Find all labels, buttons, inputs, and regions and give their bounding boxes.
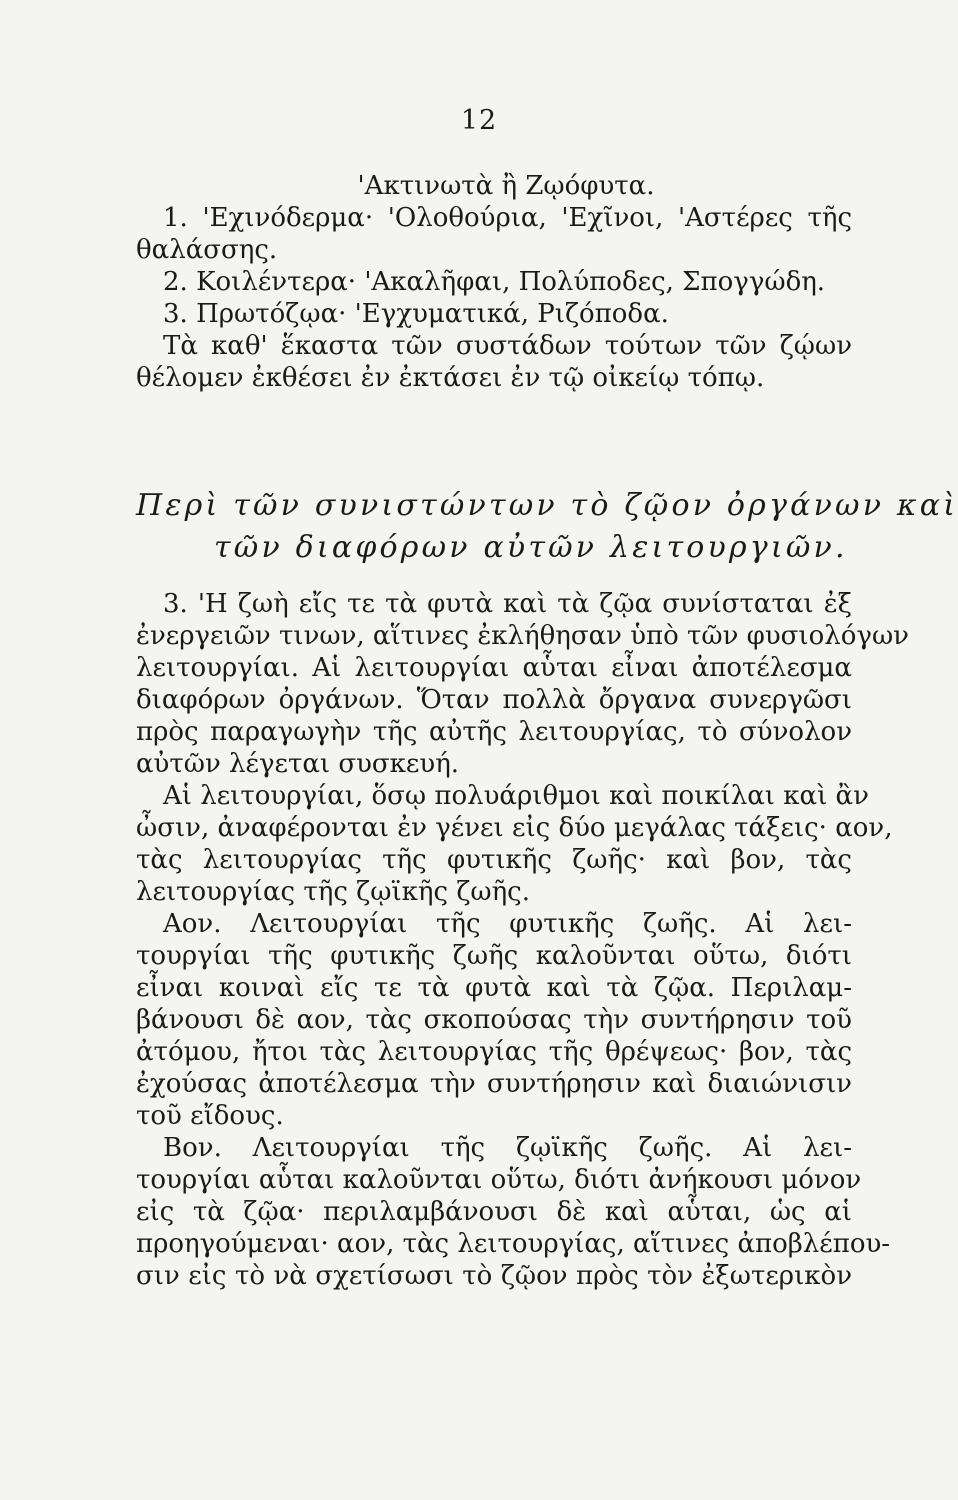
text-line: βάνουσι δὲ αον, τὰς σκοπούσας τὴν συντήρησιν τοῦ (136, 1005, 852, 1035)
text-line: τουργίαι τῆς φυτικῆς ζωῆς καλοῦνται οὕτω, διότι (136, 941, 852, 971)
text-line: διαφόρων ὀργάνων. Ὅταν πολλὰ ὄργανα συνεργῶσι (136, 685, 852, 715)
list-item-2: 2. Κοιλέντερα· 'Ακαλῆφαι, Πολύποδες, Σπογγώδη. (163, 267, 826, 297)
text-line: αὐτῶν λέγεται συσκευή. (136, 749, 460, 779)
section-classification (136, 170, 852, 394)
section-heading-line-1: Περὶ τῶν συνιστώντων τὸ ζῷον ὀργάνων καὶ (136, 488, 958, 523)
text-line: ἀτόμου, ἤτοι τὰς λειτουργίας τῆς θρέψεως· βον, τὰς (136, 1037, 852, 1067)
text-line: ὦσιν, ἀναφέρονται ἐν γένει εἰς δύο μεγάλας τάξεις· αον, (136, 813, 893, 843)
text-line: θέλομεν ἐκθέσει ἐν ἐκτάσει ἐν τῷ οἰκείῳ τόπῳ. (136, 363, 765, 393)
text-line: Αἱ λειτουργίαι, ὅσῳ πολυάριθμοι καὶ ποικίλαι καὶ ἂν (163, 781, 869, 811)
text-line: τοῦ εἴδους. (136, 1101, 284, 1131)
section-heading-line-2: τῶν διαφόρων αὐτῶν λειτουργιῶν. (214, 530, 848, 565)
text-line: προηγούμεναι· αον, τὰς λειτουργίας, αἵτινες ἀποβλέπου- (136, 1229, 891, 1259)
text-line: λειτουργίαι. Αἱ λειτουργίαι αὗται εἶναι ἀποτέλεσμα (136, 653, 852, 683)
text-line: ἐχούσας ἀποτέλεσμα τὴν συντήρησιν καὶ διαιώνισιν (136, 1069, 852, 1099)
text-line: σιν εἰς τὸ νὰ σχετίσωσι τὸ ζῷον πρὸς τὸν ἐξωτερικὸν (136, 1261, 852, 1291)
text-line: τὰς λειτουργίας τῆς φυτικῆς ζωῆς· καὶ βον, τὰς (136, 845, 852, 875)
page-number: 12 (460, 105, 498, 136)
text-line: τουργίαι αὗται καλοῦνται οὕτω, διότι ἀνήκουσι μόνον (136, 1165, 862, 1195)
list-item-3: 3. Πρωτόζῳα· 'Εγχυματικά, Ριζόποδα. (163, 299, 669, 329)
text-line: ἐνεργειῶν τινων, αἵτινες ἐκλήθησαν ὑπὸ τῶν φυσιολόγων (136, 621, 909, 651)
text-line: λειτουργίας τῆς ζῳϊκῆς ζωῆς. (136, 877, 531, 907)
text-line: Τὰ καθ' ἕκαστα τῶν συστάδων τούτων τῶν ζῴων (163, 331, 852, 361)
text-line: Αον. Λειτουργίαι τῆς φυτικῆς ζωῆς. Αἱ λει- (163, 909, 852, 939)
text-line: εἰς τὰ ζῷα· περιλαμβάνουσι δὲ καὶ αὗται, ὡς αἱ (136, 1197, 852, 1227)
text-line: 3. 'Η ζωὴ εἴς τε τὰ φυτὰ καὶ τὰ ζῷα συνίσταται ἐξ (163, 589, 852, 619)
section-title: 'Ακτινωτὰ ἢ Ζῳόφυτα. (357, 171, 655, 201)
text-line: πρὸς παραγωγὴν τῆς αὐτῆς λειτουργίας, τὸ σύνολον (136, 717, 852, 747)
list-item-1: 1. 'Εχινόδερμα· 'Ολοθούρια, 'Εχῖνοι, 'Αστέρες τῆς (163, 203, 853, 233)
list-item-1-continuation: θαλάσσης. (136, 235, 278, 265)
text-line: Βον. Λειτουργίαι τῆς ζῳϊκῆς ζωῆς. Αἱ λει- (163, 1133, 852, 1163)
body-text (136, 588, 909, 1292)
text-line: εἶναι κοιναὶ εἴς τε τὰ φυτὰ καὶ τὰ ζῷα. Περιλαμ- (136, 973, 852, 1003)
